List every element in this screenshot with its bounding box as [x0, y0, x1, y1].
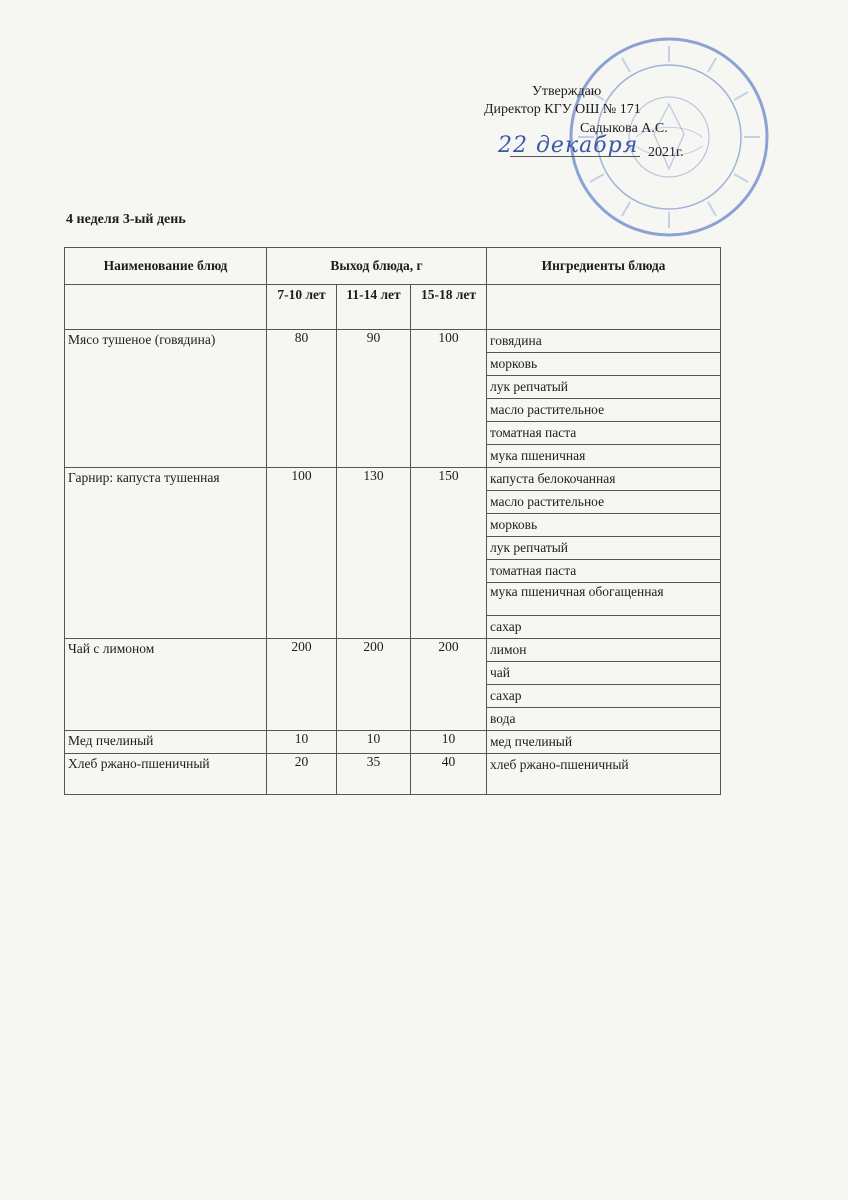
ingredient: томатная паста [487, 560, 721, 583]
approver-position: Директор КГУ ОШ № 171 [484, 102, 641, 117]
approver-name: Садыкова А.С. [580, 121, 668, 136]
dish-name: Гарнир: капуста тушенная [65, 468, 267, 639]
ingredient: сахар [487, 685, 721, 708]
table-row [65, 639, 721, 662]
portion-15-18: 10 [411, 731, 487, 754]
ingredient: масло растительное [487, 399, 721, 422]
portion-11-14: 90 [337, 330, 411, 468]
ingredient: лук репчатый [487, 537, 721, 560]
portion-15-18: 200 [411, 639, 487, 731]
ingredient: морковь [487, 514, 721, 537]
portion-7-10: 20 [267, 754, 337, 795]
ingredient: лимон [487, 639, 721, 662]
portion-15-18: 100 [411, 330, 487, 468]
header-ingredients: Ингредиенты блюда [487, 248, 721, 285]
ingredient: морковь [487, 353, 721, 376]
portion-11-14: 200 [337, 639, 411, 731]
ingredient: томатная паста [487, 422, 721, 445]
table-row [65, 468, 721, 491]
dish-name: Хлеб ржано-пшеничный [65, 754, 267, 795]
ingredient: лук репчатый [487, 376, 721, 399]
portion-15-18: 40 [411, 754, 487, 795]
ingredient: мука пшеничная [487, 445, 721, 468]
page-title: 4 неделя 3-ый день [66, 212, 186, 227]
dish-name: Чай с лимоном [65, 639, 267, 731]
age-group-3: 15-18 лет [411, 285, 487, 330]
ingredient: масло растительное [487, 491, 721, 514]
ingredient: вода [487, 708, 721, 731]
dish-name: Мед пчелиный [65, 731, 267, 754]
portion-7-10: 200 [267, 639, 337, 731]
header-output: Выход блюда, г [267, 248, 487, 285]
subhead-empty [65, 285, 267, 330]
table-row [65, 754, 721, 795]
table-header-row [65, 248, 721, 285]
ingredient: капуста белокочанная [487, 468, 721, 491]
portion-15-18: 150 [411, 468, 487, 639]
handwritten-date: 22 декабря [498, 133, 639, 158]
portion-7-10: 80 [267, 330, 337, 468]
portion-11-14: 10 [337, 731, 411, 754]
table-row [65, 330, 721, 353]
portion-7-10: 10 [267, 731, 337, 754]
age-groups-row [65, 285, 721, 330]
ingredient: мука пшеничная обогащенная [487, 583, 721, 616]
table-row [65, 731, 721, 754]
ingredient: чай [487, 662, 721, 685]
ingredient: хлеб ржано-пшеничный [487, 754, 721, 795]
approval-heading: Утверждаю [532, 84, 602, 99]
dish-name: Мясо тушеное (говядина) [65, 330, 267, 468]
age-group-2: 11-14 лет [337, 285, 411, 330]
header-dish: Наименование блюд [65, 248, 267, 285]
age-group-1: 7-10 лет [267, 285, 337, 330]
portion-11-14: 130 [337, 468, 411, 639]
portion-7-10: 100 [267, 468, 337, 639]
subhead-empty [487, 285, 721, 330]
ingredient: говядина [487, 330, 721, 353]
menu-table [64, 247, 721, 795]
ingredient: мед пчелиный [487, 731, 721, 754]
ingredient: сахар [487, 616, 721, 639]
approval-year: 2021г. [648, 145, 684, 160]
portion-11-14: 35 [337, 754, 411, 795]
